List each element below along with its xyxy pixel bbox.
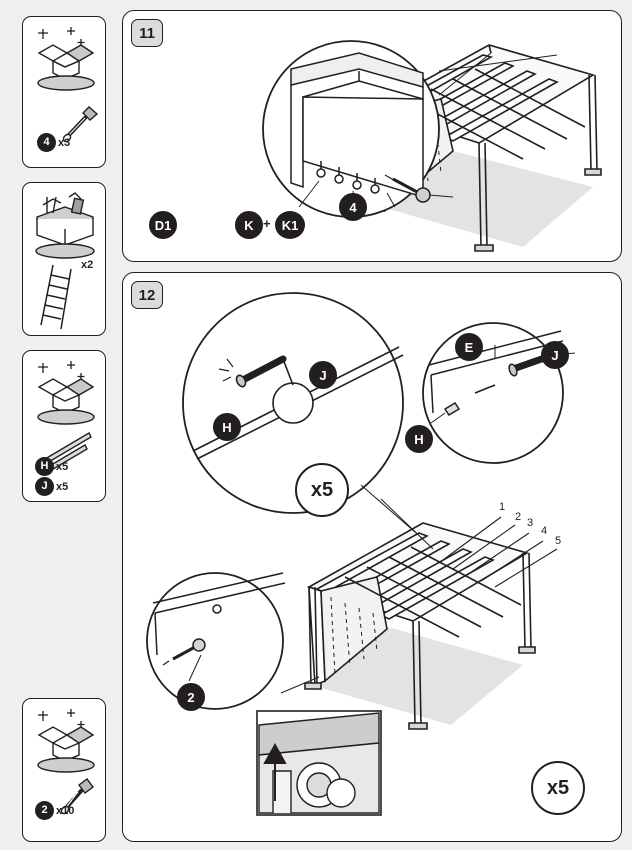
parts-column — [8, 8, 112, 842]
sequence-label-2: 2 — [515, 511, 522, 523]
part-qty: x5 — [56, 460, 69, 473]
callout-j-right: J — [541, 341, 569, 369]
sequence-label-1: 1 — [499, 501, 506, 513]
callout-4-detail: 4 — [339, 193, 367, 221]
sequence-label-4: 4 — [541, 525, 548, 537]
callout-j-left: J — [309, 361, 337, 389]
callout-e: E — [455, 333, 483, 361]
part-qty: x2 — [81, 259, 94, 271]
callout-k1: K1 — [275, 211, 305, 239]
step-number-11: 11 — [131, 19, 163, 47]
step-number-12: 12 — [131, 281, 163, 309]
callout-h-right: H — [405, 425, 433, 453]
step-panel-12 — [122, 272, 622, 842]
part-qty: x5 — [56, 480, 69, 493]
callout-k: K — [235, 211, 263, 239]
part-badge: 4 — [37, 133, 56, 152]
part-card-rods — [22, 350, 106, 502]
callout-h-left: H — [213, 413, 241, 441]
part-qty: x10 — [56, 804, 75, 817]
part-qty: x3 — [58, 136, 71, 149]
repeat-badge-top: x5 — [295, 463, 349, 517]
sequence-label-5: 5 — [555, 535, 562, 547]
callout-screw-2: 2 — [177, 683, 205, 711]
sequence-label-3: 3 — [527, 517, 534, 529]
toolbox-ladder-art — [23, 183, 107, 335]
part-card-screw-2 — [22, 698, 106, 842]
part-badge: H — [35, 457, 54, 476]
step-panel-11 — [122, 10, 622, 262]
part-badge: 2 — [35, 801, 54, 820]
repeat-badge-bottom: x5 — [531, 761, 585, 815]
callout-d1: D1 — [149, 211, 177, 239]
step-11-illustration — [123, 11, 621, 261]
callout-plus: + — [263, 216, 271, 231]
part-badge: J — [35, 477, 54, 496]
part-card-tools — [22, 182, 106, 336]
part-card-bolt-4 — [22, 16, 106, 168]
